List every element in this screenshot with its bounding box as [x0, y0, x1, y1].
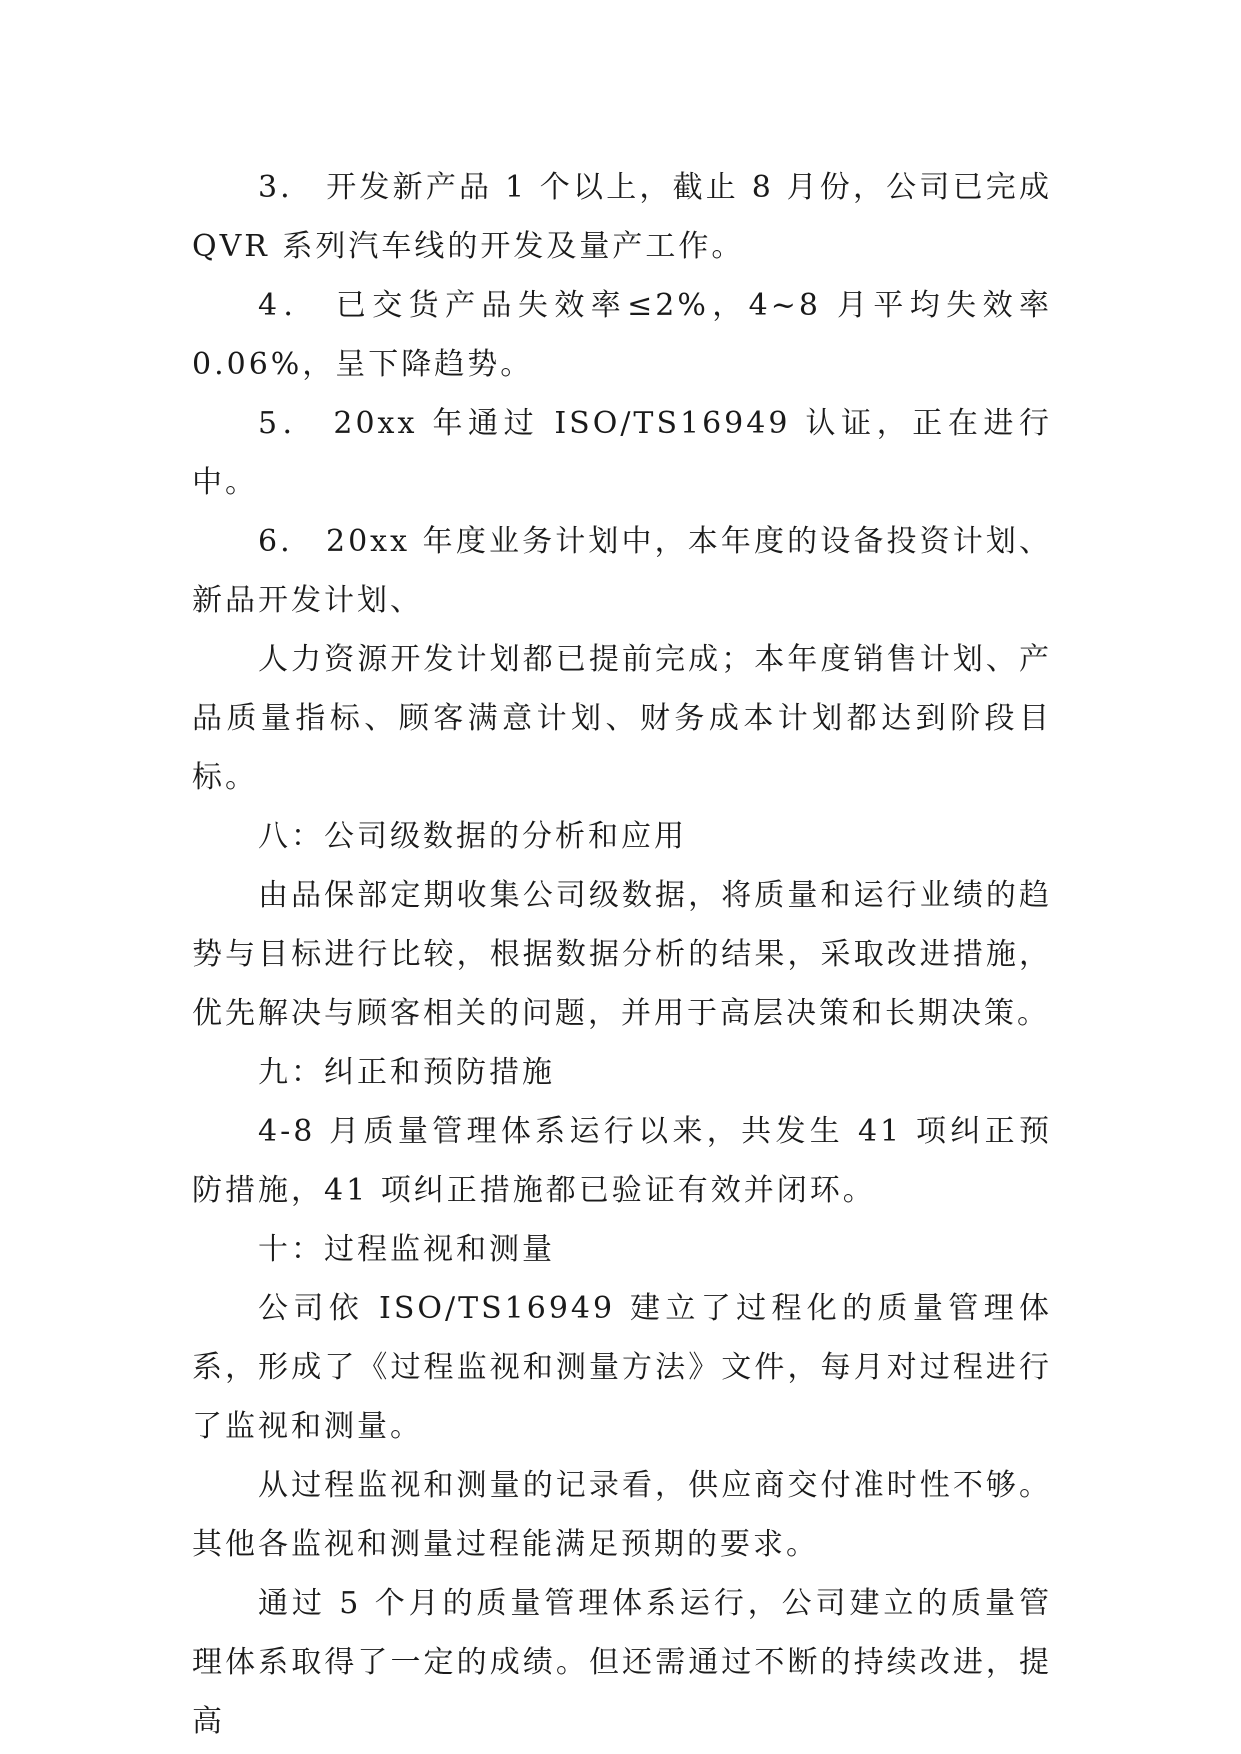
paragraph-monitoring-records: 从过程监视和测量的记录看，供应商交付准时性不够。其他各监视和测量过程能满足预期的要求。 — [192, 1468, 1052, 1562]
paragraph-item-4: 4． 已交货产品失效率≤2%，4~8 月平均失效率 0.06%，呈下降趋势。 — [192, 288, 1052, 382]
section-heading-10: 十：过程监视和测量 — [258, 1232, 555, 1267]
section-heading-9: 九：纠正和预防措施 — [258, 1055, 555, 1090]
paragraph-item-6: 6． 20xx 年度业务计划中，本年度的设备投资计划、新品开发计划、 — [192, 524, 1052, 618]
paragraph-item-5: 5． 20xx 年通过 ISO/TS16949 认证，正在进行中。 — [192, 406, 1052, 500]
paragraph-conclusion: 通过 5 个月的质量管理体系运行，公司建立的质量管理体系取得了一定的成绩。但还需通过不断的持续改进，提高 — [192, 1586, 1052, 1739]
paragraph-data-analysis: 由品保部定期收集公司级数据，将质量和运行业绩的趋势与目标进行比较，根据数据分析的结果，采取改进措施，优先解决与顾客相关的问题，并用于高层决策和长期决策。 — [192, 878, 1052, 1031]
paragraph-corrective-actions: 4-8 月质量管理体系运行以来，共发生 41 项纠正预防措施，41 项纠正措施都已验证有效并闭环。 — [192, 1114, 1052, 1208]
document-body — [192, 158, 1052, 1751]
section-heading-8: 八：公司级数据的分析和应用 — [258, 819, 687, 854]
paragraph-process-monitoring: 公司依 ISO/TS16949 建立了过程化的质量管理体系，形成了《过程监视和测量方法》文件，每月对过程进行了监视和测量。 — [192, 1291, 1052, 1444]
paragraph-item-3: 3． 开发新产品 1 个以上，截止 8 月份，公司已完成 QVR 系列汽车线的开发及量产工作。 — [192, 170, 1052, 264]
paragraph-plans-status: 人力资源开发计划都已提前完成；本年度销售计划、产品质量指标、顾客满意计划、财务成本计划都达到阶段目标。 — [192, 642, 1052, 795]
